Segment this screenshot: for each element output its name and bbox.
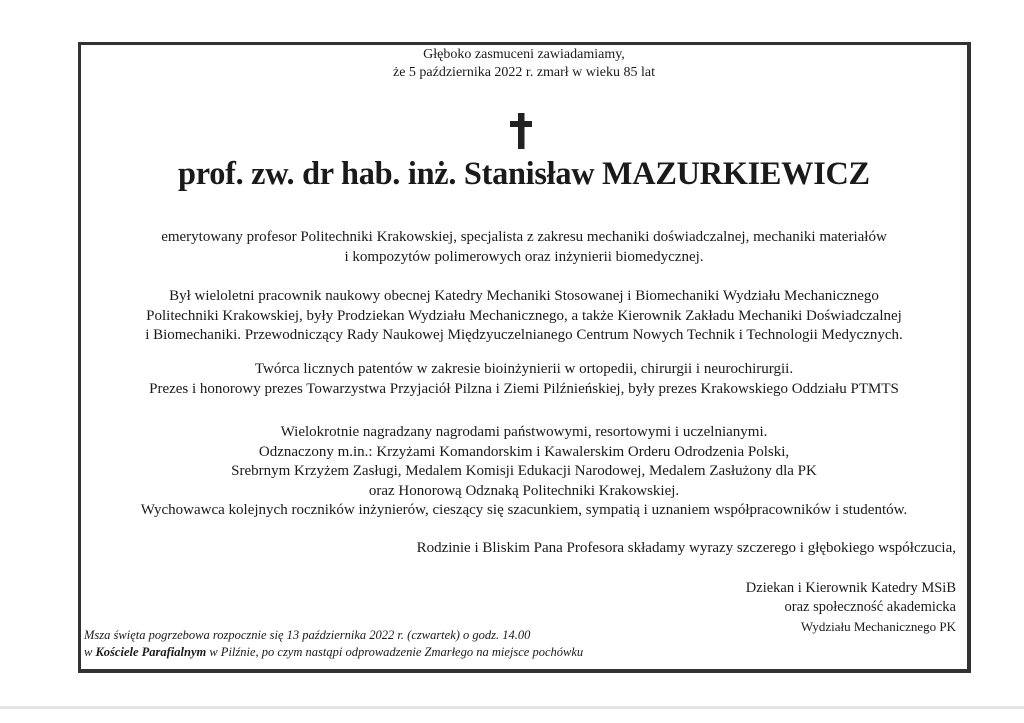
signature-line: Dziekan i Kierownik Katedry MSiB (745, 580, 956, 596)
paragraph-awards (78, 423, 970, 521)
funeral-text: w Pilźnie, po czym nastąpi odprowadzenie Zmarłego na miejsce pochówku (206, 645, 584, 659)
text-line: Wychowawca kolejnych roczników inżynierów, cieszący się szacunkiem, sympatią i uznaniem współpracowników i studentów. (140, 502, 908, 519)
header-line: Głęboko zasmuceni zawiadamiamy, (423, 47, 625, 62)
signature-line: Wydziału Mechanicznego PK (800, 619, 956, 634)
funeral-text: w (84, 645, 96, 659)
funeral-place: Kościele Parafialnym (95, 645, 207, 659)
text-line: Wielokrotnie nagradzany nagrodami państwowymi, resortowymi i uczelnianymi. (280, 424, 768, 440)
text-line: Prezes i honorowy prezes Towarzystwa Przyjaciół Pilzna i Ziemi Pilźnieńskiej, były prezes Krakowskiego Oddziału PTMTS (149, 380, 899, 397)
text-line: Twórca licznych patentów w zakresie bioinżynierii w ortopedii, chirurgii i neurochirurgii. (254, 361, 794, 377)
funeral-line: Msza święta pogrzebowa rozpocznie się 13 października 2022 r. (czwartek) o godz. 14.00 (84, 628, 531, 642)
text-line: emerytowany profesor Politechniki Krakowskiej, specjalista z zakresu mechaniki doświadczalnej, mechaniki materiałów (161, 229, 887, 245)
text-line: Był wieloletni pracownik naukowy obecnej Katedry Mechaniki Stosowanej i Biomechaniki Wydziału Mechanicznego (169, 288, 879, 304)
text-line: Politechniki Krakowskiej, były Prodziekan Wydziału Mechanicznego, a także Kierownik Zakładu Mechaniki Doświadczalnej (146, 307, 902, 324)
condolences (417, 539, 956, 559)
deceased-name-text: prof. zw. dr hab. inż. Stanisław MAZURKIEWICZ (178, 156, 870, 192)
text-line: i Biomechaniki. Przewodniczący Rady Naukowej Międzyuczelnianego Centrum Nowych Technik i Technologii Medycznych. (145, 327, 903, 344)
text-line: oraz Honorową Odznaką Politechniki Krakowskiej. (368, 482, 680, 499)
scan-edge (0, 706, 1024, 709)
funeral-info (84, 627, 583, 661)
paragraph-achievements (78, 360, 970, 399)
text-line: Srebrnym Krzyżem Zasługi, Medalem Komisji Edukacji Narodowej, Medalem Zasłużony dla PK (231, 463, 817, 480)
funeral-line (84, 644, 583, 661)
deceased-name (78, 156, 970, 193)
paragraph-profession (78, 228, 970, 267)
header-line: że 5 października 2022 r. zmarł w wieku 85 lat (392, 65, 655, 80)
cross-icon (507, 113, 535, 149)
announcement-header (78, 46, 970, 82)
signature-block (746, 579, 956, 636)
paragraph-career (78, 287, 970, 346)
text-line: i kompozytów polimerowych oraz inżynierii biomedycznej. (344, 248, 704, 265)
signature-line: oraz społeczność akademicka (784, 599, 956, 615)
text-line: Odznaczony m.in.: Krzyżami Komandorskim i Kawalerskim Orderu Odrodzenia Polski, (258, 443, 790, 460)
text-line: Rodzinie i Bliskim Pana Profesora składamy wyrazy szczerego i głębokiego współczucia, (416, 540, 956, 556)
